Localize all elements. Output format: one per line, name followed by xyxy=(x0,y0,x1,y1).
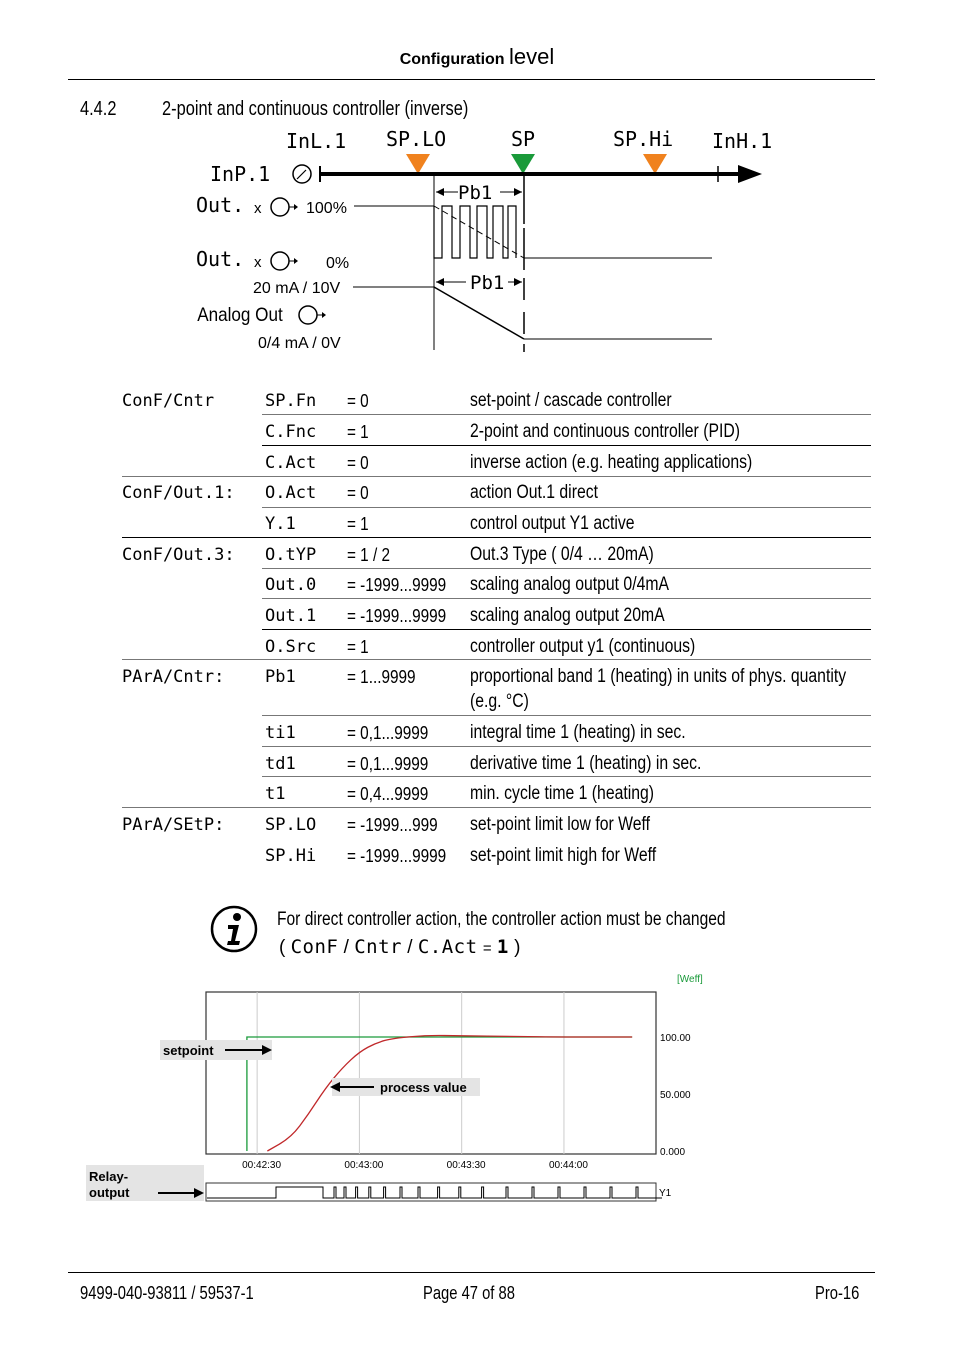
table-rule xyxy=(122,537,871,538)
table-param: SP.Hi xyxy=(265,846,317,866)
table-desc: scaling analog output 0/4mA xyxy=(470,574,670,595)
table-value: = -1999...999 xyxy=(347,815,438,835)
table-desc: controller output y1 (continuous) xyxy=(470,636,696,657)
table-rule xyxy=(262,445,871,446)
table-param: SP.Fn xyxy=(265,391,317,411)
unit-label: [Weff] xyxy=(677,974,703,985)
table-group: ConF/Cntr xyxy=(122,391,215,411)
table-value: = 1 xyxy=(347,422,369,442)
relay-label-2: output xyxy=(89,1185,130,1200)
label-analog-out: Analog Out xyxy=(197,304,283,326)
table-param: C.Fnc xyxy=(265,422,317,442)
table-value: = -1999...9999 xyxy=(347,575,447,595)
relay-y1-label: Y1 xyxy=(659,1188,672,1199)
header-title-bold: Configuration xyxy=(399,51,505,68)
analog-slope xyxy=(434,287,524,339)
pb1-bottom: Pb1 xyxy=(470,272,505,294)
splo-marker-icon xyxy=(406,154,430,174)
header-rule xyxy=(68,79,875,80)
table-param: Y.1 xyxy=(265,514,296,534)
label-inl1: InL.1 xyxy=(286,129,347,153)
note-conf: ConF xyxy=(290,936,339,958)
table-desc: set-point / cascade controller xyxy=(470,390,672,411)
table-value: = 1 xyxy=(347,637,369,657)
note-slash-2: / xyxy=(407,937,413,958)
note-text: For direct controller action, the controller action must be changed xyxy=(277,909,726,930)
table-desc: 2-point and continuous controller (PID) xyxy=(470,421,740,442)
duty-slope xyxy=(434,206,524,258)
step-response-chart xyxy=(80,965,720,1210)
table-rule xyxy=(122,807,871,808)
table-desc: inverse action (e.g. heating applications) xyxy=(470,452,753,473)
table-value: = 1...9999 xyxy=(347,667,416,687)
table-group: ConF/Out.3: xyxy=(122,545,235,565)
note-open: ( xyxy=(279,937,286,958)
table-group: PArA/Cntr: xyxy=(122,667,225,687)
table-param: Pb1 xyxy=(265,667,296,687)
table-value: = -1999...9999 xyxy=(347,846,447,866)
sp-marker-icon xyxy=(511,154,535,174)
x-top: x xyxy=(254,200,262,217)
label-inh1: InH.1 xyxy=(712,129,773,153)
table-rule xyxy=(262,776,871,777)
label-splo: SP.LO xyxy=(386,127,447,151)
x-tick-label: 00:43:00 xyxy=(344,1160,384,1171)
table-param: td1 xyxy=(265,754,296,774)
analog-circle-icon xyxy=(299,306,317,324)
y-tick-label: 0.000 xyxy=(660,1147,686,1158)
output-circle-icon xyxy=(271,198,289,216)
label-out-top: Out. xyxy=(196,193,245,217)
label-0pct: 0% xyxy=(326,255,350,272)
table-desc: set-point limit high for Weff xyxy=(470,845,657,866)
table-param: SP.LO xyxy=(265,815,317,835)
table-desc: integral time 1 (heating) in sec. xyxy=(470,722,686,743)
note-slash-1: / xyxy=(343,937,349,958)
table-value: = -1999...9999 xyxy=(347,606,447,626)
y-tick-label: 50.000 xyxy=(660,1090,691,1101)
note-eq: = xyxy=(482,940,492,957)
label-0ma: 0/4 mA / 0V xyxy=(258,335,341,352)
footer-page: Page 47 of 88 xyxy=(423,1283,515,1303)
table-value: = 0,1...9999 xyxy=(347,754,429,774)
footer-model: Pro-16 xyxy=(815,1283,860,1303)
setpoint-callout: setpoint xyxy=(163,1043,214,1058)
table-param: t1 xyxy=(265,784,286,804)
plot-frame xyxy=(206,992,656,1154)
table-desc: proportional band 1 (heating) in units of phys. quantity xyxy=(470,666,847,687)
footer-doc-number: 9499-040-93811 / 59537-1 xyxy=(80,1283,254,1303)
x-tick-label: 00:43:30 xyxy=(446,1160,486,1171)
label-sphi: SP.Hi xyxy=(613,127,674,151)
table-param: Out.1 xyxy=(265,606,317,626)
table-desc: control output Y1 active xyxy=(470,513,635,534)
table-value: = 0 xyxy=(347,483,369,503)
table-desc-cont: (e.g. °C) xyxy=(470,691,529,712)
label-inp1: InP.1 xyxy=(210,162,271,186)
table-param: O.Src xyxy=(265,637,317,657)
table-rule xyxy=(262,507,871,508)
label-100pct: 100% xyxy=(306,200,347,217)
switching-pulses xyxy=(434,206,516,258)
table-rule xyxy=(262,629,871,630)
label-out-bottom: Out. xyxy=(196,247,245,271)
x-bottom: x xyxy=(254,254,262,271)
table-value: = 1 / 2 xyxy=(347,545,390,565)
table-value: = 0 xyxy=(347,391,369,411)
table-desc: min. cycle time 1 (heating) xyxy=(470,783,655,804)
x-tick-label: 00:42:30 xyxy=(242,1160,282,1171)
page-header xyxy=(0,44,954,70)
table-rule xyxy=(262,568,871,569)
table-desc: set-point limit low for Weff xyxy=(470,814,650,835)
section-number: 4.4.2 xyxy=(80,98,117,120)
table-rule xyxy=(262,746,871,747)
header-title-rest: level xyxy=(509,44,555,69)
table-value: = 0 xyxy=(347,453,369,473)
section-title: 2-point and continuous controller (inverse) xyxy=(162,98,469,120)
table-param: Out.0 xyxy=(265,575,317,595)
note-cntr: Cntr xyxy=(354,936,402,958)
note-cact: C.Act xyxy=(417,936,478,958)
table-value: = 0,4...9999 xyxy=(347,784,429,804)
note-close: ) xyxy=(514,937,521,958)
pb1-top: Pb1 xyxy=(458,182,493,204)
y-tick-label: 100.00 xyxy=(660,1033,691,1044)
table-value: = 1 xyxy=(347,514,369,534)
table-rule xyxy=(262,715,871,716)
table-param: O.tYP xyxy=(265,545,317,565)
table-desc: scaling analog output 20mA xyxy=(470,605,665,626)
table-rule xyxy=(122,476,871,477)
axis-arrow-icon xyxy=(738,165,762,183)
table-param: O.Act xyxy=(265,483,317,503)
info-icon xyxy=(210,905,258,953)
footer-rule xyxy=(68,1272,875,1273)
label-sp: SP xyxy=(511,127,536,151)
label-20ma: 20 mA / 10V xyxy=(253,280,341,297)
relay-label-1: Relay- xyxy=(89,1169,129,1184)
table-desc: Out.3 Type ( 0/4 … 20mA) xyxy=(470,544,654,565)
table-desc: derivative time 1 (heating) in sec. xyxy=(470,753,702,774)
sphi-marker-icon xyxy=(643,154,667,174)
x-tick-label: 00:44:00 xyxy=(548,1160,588,1171)
output-circle-icon xyxy=(271,252,289,270)
note-code xyxy=(279,936,520,959)
table-desc: action Out.1 direct xyxy=(470,482,598,503)
table-param: C.Act xyxy=(265,453,317,473)
table-rule xyxy=(122,659,871,660)
table-value: = 0,1...9999 xyxy=(347,723,429,743)
table-rule xyxy=(262,598,871,599)
table-group: ConF/Out.1: xyxy=(122,483,235,503)
table-param: ti1 xyxy=(265,723,296,743)
note-val: 1 xyxy=(496,936,509,958)
table-group: PArA/SEtP: xyxy=(122,815,225,835)
controller-diagram xyxy=(190,124,790,360)
pv-callout: process value xyxy=(380,1080,467,1095)
table-rule xyxy=(262,414,871,415)
